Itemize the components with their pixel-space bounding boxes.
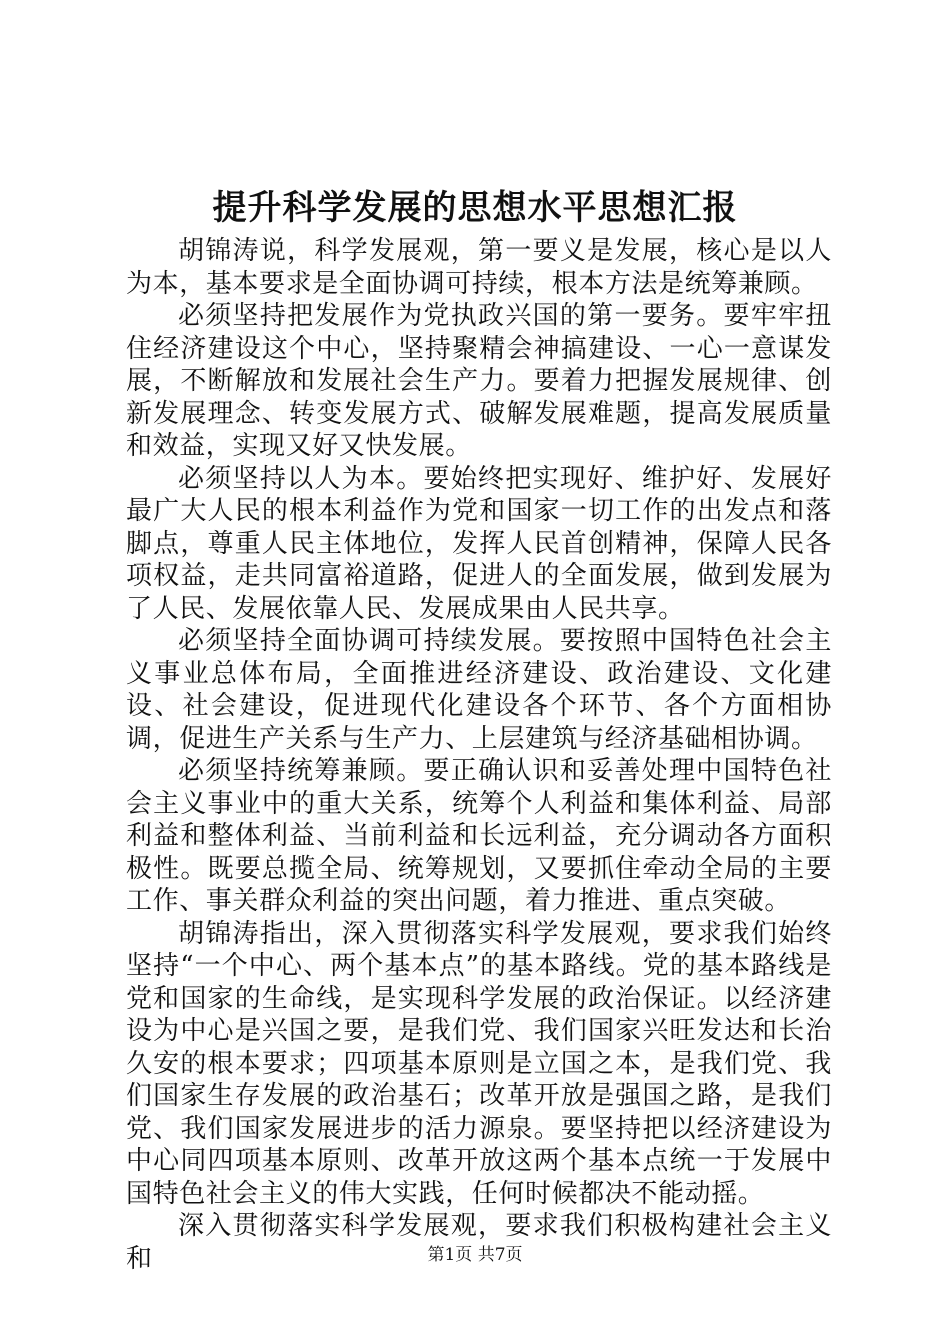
paragraph: 必须坚持全面协调可持续发展。要按照中国特色社会主义事业总体布局，全面推进经济建设、政治建设、文化建设、社会建设，促进现代化建设各个环节、各个方面相协调，促进生产关系与生产力、上层建筑与经济基础相协调。 — [126, 626, 832, 754]
paragraph: 胡锦涛指出，深入贯彻落实科学发展观，要求我们始终坚持“一个中心、两个基本点”的基本路线。党的基本路线是党和国家的生命线，是实现科学发展的政治保证。以经济建设为中心是兴国之要，是我们党、我们国家兴旺发达和长治久安的根本要求；四项基本原则是立国之本，是我们党、我们国家生存发展的政治基石；改革开放是强国之路，是我们党、我们国家发展进步的活力源泉。要坚持把以经济建设为中心同四项基本原则、改革开放这两个基本点统一于发展中国特色社会主义的伟大实践，任何时候都决不能动摇。 — [126, 918, 832, 1209]
page-number-footer: 第1页 共7页 — [427, 1245, 523, 1265]
paragraph: 深入贯彻落实科学发展观，要求我们积极构建社会主义和 — [126, 1211, 832, 1274]
paragraph: 必须坚持以人为本。要始终把实现好、维护好、发展好最广大人民的根本利益作为党和国家一切工作的出发点和落脚点，尊重人民主体地位，发挥人民首创精神，保障人民各项权益，走共同富裕道路，促进人的全面发展，做到发展为了人民、发展依靠人民、发展成果由人民共享。 — [126, 463, 832, 624]
paragraph: 必须坚持统筹兼顾。要正确认识和妥善处理中国特色社会主义事业中的重大关系，统筹个人利益和集体利益、局部利益和整体利益、当前利益和长远利益，充分调动各方面积极性。既要总揽全局、统筹规划，又要抓住牵动全局的主要工作、事关群众利益的突出问题，着力推进、重点突破。 — [126, 756, 832, 916]
document-body — [126, 235, 832, 1275]
document-title: 提升科学发展的思想水平思想汇报 — [212, 188, 738, 228]
paragraph: 必须坚持把发展作为党执政兴国的第一要务。要牢牢扭住经济建设这个中心，坚持聚精会神搞建设、一心一意谋发展，不断解放和发展社会生产力。要着力把握发展规律、创新发展理念、转变发展方式、破解发展难题，提高发展质量和效益，实现又好又快发展。 — [126, 301, 832, 461]
paragraph: 胡锦涛说，科学发展观，第一要义是发展，核心是以人为本，基本要求是全面协调可持续，根本方法是统筹兼顾。 — [126, 236, 832, 299]
